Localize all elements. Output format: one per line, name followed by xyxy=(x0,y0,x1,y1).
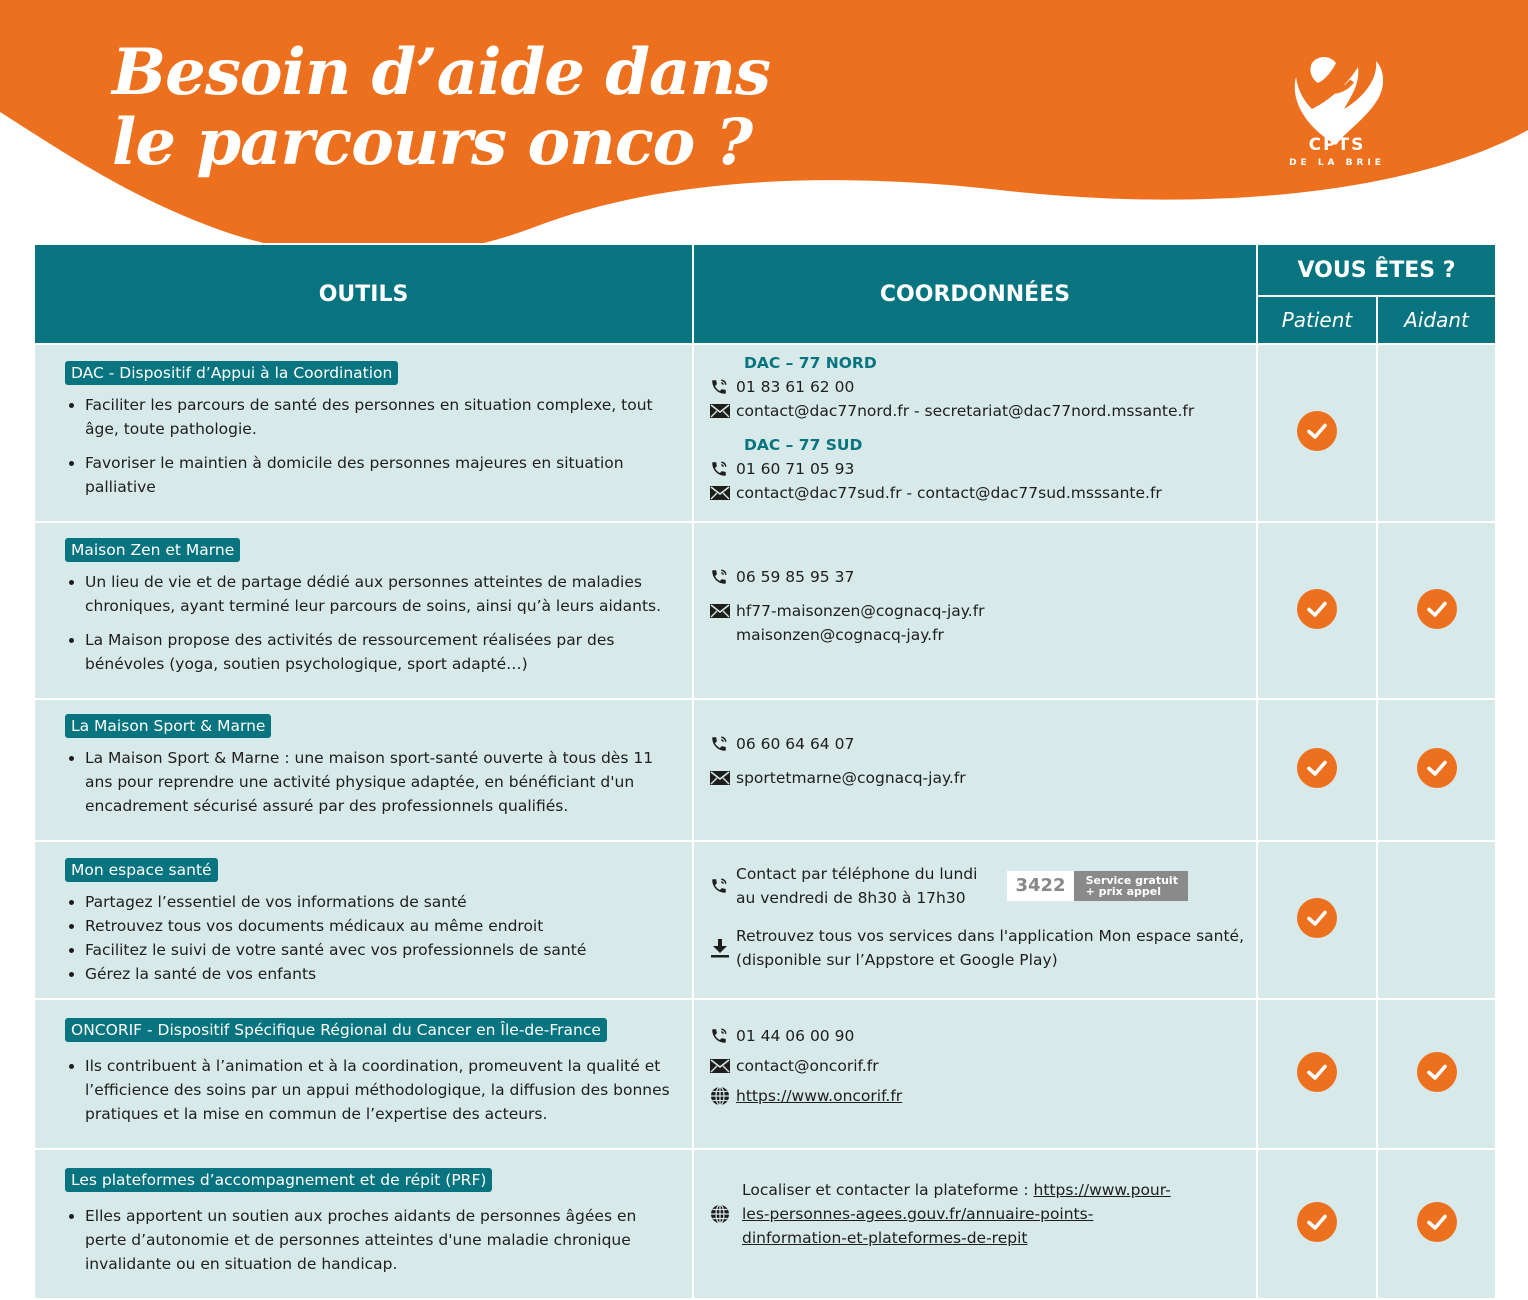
check-circle-icon xyxy=(1417,1202,1457,1242)
tool-tag: DAC - Dispositif d’Appui à la Coordination xyxy=(65,361,398,385)
email-address[interactable]: contact@dac77sud.fr - contact@dac77sud.msssante.fr xyxy=(736,484,1162,502)
phone-line xyxy=(710,565,1248,589)
website-link[interactable]: https://www.oncorif.fr xyxy=(736,1087,903,1105)
envelope-icon xyxy=(710,766,736,790)
column-header-aidant: Aidant xyxy=(1377,296,1496,344)
phone-number[interactable]: 01 44 06 00 90 xyxy=(736,1027,855,1045)
phone-number[interactable]: 01 60 71 05 93 xyxy=(736,460,855,478)
bullet-item: • Favoriser le maintien à domicile des personnes majeures en situation palliative xyxy=(85,451,672,499)
check-circle-icon xyxy=(1297,1052,1337,1092)
table-row xyxy=(34,522,1496,699)
aidant-cell xyxy=(1377,1149,1496,1299)
web-line xyxy=(710,1084,1248,1108)
website-link-part-1[interactable]: https://www.pour- xyxy=(1033,1181,1171,1199)
phone-icon xyxy=(710,375,736,399)
phone-number[interactable]: 06 59 85 95 37 xyxy=(736,568,855,586)
envelope-icon xyxy=(710,399,736,423)
email-line xyxy=(710,481,1248,505)
tool-tag: Mon espace santé xyxy=(65,858,218,882)
contact-section-label: DAC – 77 SUD xyxy=(744,436,863,454)
column-header-coordonnees: COORDONNÉES xyxy=(693,244,1257,344)
check-circle-icon xyxy=(1297,589,1337,629)
bullet-item: • Faciliter les parcours de santé des personnes en situation complexe, tout âge, toute pathologie. xyxy=(85,393,672,441)
tool-tag: La Maison Sport & Marne xyxy=(65,714,271,738)
check-circle-icon xyxy=(1417,748,1457,788)
app-line xyxy=(710,924,1248,972)
check-circle-icon xyxy=(1297,898,1337,938)
check-circle-icon xyxy=(1297,748,1337,788)
table-row xyxy=(34,344,1496,522)
email-address[interactable]: hf77-maisonzen@cognacq-jay.fr xyxy=(736,602,985,620)
tool-tag: Les plateformes d’accompagnement et de répit (PRF) xyxy=(65,1168,492,1192)
phone-hours-line-1: Contact par téléphone du lundi xyxy=(736,865,978,883)
phone-line xyxy=(710,375,1248,399)
bullet-item: • Facilitez le suivi de votre santé avec vos professionnels de santé xyxy=(85,938,672,962)
patient-cell xyxy=(1257,699,1377,841)
resources-table xyxy=(33,243,1497,1300)
website-link-part-2[interactable]: les-personnes-agees.gouv.fr/annuaire-points- xyxy=(742,1205,1094,1223)
envelope-icon xyxy=(710,599,736,623)
tool-description xyxy=(65,393,672,499)
email-line xyxy=(710,766,1248,790)
phone-line xyxy=(710,457,1248,481)
logo-subtitle: DE LA BRIE xyxy=(1289,158,1385,168)
aidant-cell xyxy=(1377,999,1496,1149)
download-icon xyxy=(710,936,736,960)
check-circle-icon xyxy=(1297,411,1337,451)
table-row xyxy=(34,699,1496,841)
phone-number[interactable]: 06 60 64 64 07 xyxy=(736,735,855,753)
email-address[interactable]: sportetmarne@cognacq-jay.fr xyxy=(736,769,966,787)
web-line xyxy=(710,1178,1248,1250)
phone-icon xyxy=(710,1024,736,1048)
app-text-line-2: (disponible sur l’Appstore et Google Play) xyxy=(736,951,1058,969)
envelope-icon xyxy=(710,1054,736,1078)
badge-number: 3422 xyxy=(1007,871,1073,901)
phone-line xyxy=(710,732,1248,756)
aidant-cell xyxy=(1377,522,1496,699)
column-header-outils: OUTILS xyxy=(34,244,693,344)
aidant-cell xyxy=(1377,344,1496,522)
aidant-cell xyxy=(1377,699,1496,841)
phone-line xyxy=(710,862,1248,910)
bullet-item: • Ils contribuent à l’animation et à la coordination, promeuvent la qualité et l’efficience des soins par un appui méthodologique, la diffusion des bonnes pratiques et la mise en commun de l’expertise des acteurs. xyxy=(85,1054,672,1126)
tool-description xyxy=(65,1054,672,1126)
phone-number[interactable]: 01 83 61 62 00 xyxy=(736,378,855,396)
tool-description xyxy=(65,1204,672,1276)
aidant-cell xyxy=(1377,841,1496,999)
tool-tag: ONCORIF - Dispositif Spécifique Régional du Cancer en Île-de-France xyxy=(65,1018,607,1042)
bullet-item: • Retrouvez tous vos documents médicaux au même endroit xyxy=(85,914,672,938)
bullet-item: • La Maison propose des activités de ressourcement réalisées par des bénévoles (yoga, soutien psychologique, sport adapté…) xyxy=(85,628,672,676)
email-line xyxy=(710,1054,1248,1078)
phone-icon xyxy=(710,732,736,756)
email-line xyxy=(710,399,1248,423)
email-line xyxy=(710,623,1248,647)
phone-hours-line-2: au vendredi de 8h30 à 17h30 xyxy=(736,889,966,907)
patient-cell xyxy=(1257,522,1377,699)
title-line-2: le parcours onco ? xyxy=(112,105,753,180)
tool-tag: Maison Zen et Marne xyxy=(65,538,240,562)
check-circle-icon xyxy=(1417,1052,1457,1092)
table-row xyxy=(34,999,1496,1149)
email-line xyxy=(710,599,1248,623)
contact-section-label: DAC – 77 NORD xyxy=(744,354,877,372)
column-header-patient: Patient xyxy=(1257,296,1377,344)
patient-cell xyxy=(1257,1149,1377,1299)
bullet-item: • Elles apportent un soutien aux proches aidants de personnes âgées en perte d’autonomie et de personnes atteintes d'une maladie chronique invalidante ou en situation de handicap. xyxy=(85,1204,672,1276)
phone-line xyxy=(710,1024,1248,1048)
phone-service-badge[interactable] xyxy=(1007,871,1188,901)
bullet-item: • Gérez la santé de vos enfants xyxy=(85,962,672,986)
page-title xyxy=(112,35,770,180)
phone-icon xyxy=(710,457,736,481)
email-address[interactable]: contact@dac77nord.fr - secretariat@dac77nord.mssante.fr xyxy=(736,402,1195,420)
envelope-icon xyxy=(710,481,736,505)
bullet-item: • Un lieu de vie et de partage dédié aux personnes atteintes de maladies chroniques, ayant terminé leur parcours de soins, ainsi qu’à leurs aidants. xyxy=(85,570,672,618)
table-row xyxy=(34,1149,1496,1299)
web-prefix: Localiser et contacter la plateforme : xyxy=(742,1181,1034,1199)
badge-text-1: Service gratuit xyxy=(1085,874,1178,887)
patient-cell xyxy=(1257,841,1377,999)
patient-cell xyxy=(1257,999,1377,1149)
app-text-line-1: Retrouvez tous vos services dans l'application Mon espace santé, xyxy=(736,927,1245,945)
column-header-vous-etes: VOUS ÊTES ? xyxy=(1257,244,1496,296)
tool-description xyxy=(65,570,672,676)
title-line-1: Besoin d’aide dans xyxy=(112,35,770,110)
bullet-item: • Partagez l’essentiel de vos informations de santé xyxy=(85,890,672,914)
patient-cell xyxy=(1257,344,1377,522)
website-link-part-3[interactable]: dinformation-et-plateformes-de-repit xyxy=(742,1229,1028,1247)
badge-text-2: + prix appel xyxy=(1085,885,1162,898)
phone-icon xyxy=(710,565,736,589)
globe-icon xyxy=(710,1202,736,1226)
table-row xyxy=(34,841,1496,999)
logo-name: CPTS xyxy=(1308,135,1366,155)
phone-icon xyxy=(710,874,736,898)
tool-description xyxy=(65,890,672,986)
bullet-item: • La Maison Sport & Marne : une maison sport-santé ouverte à tous dès 11 ans pour reprendre une activité physique adaptée, en bénéficiant d'un encadrement sécurisé assuré par des professionnels qualifiés. xyxy=(85,746,672,818)
globe-icon xyxy=(710,1084,736,1108)
email-address[interactable]: contact@oncorif.fr xyxy=(736,1057,879,1075)
tool-description xyxy=(65,746,672,818)
check-circle-icon xyxy=(1417,589,1457,629)
check-circle-icon xyxy=(1297,1202,1337,1242)
email-address[interactable]: maisonzen@cognacq-jay.fr xyxy=(736,626,944,644)
